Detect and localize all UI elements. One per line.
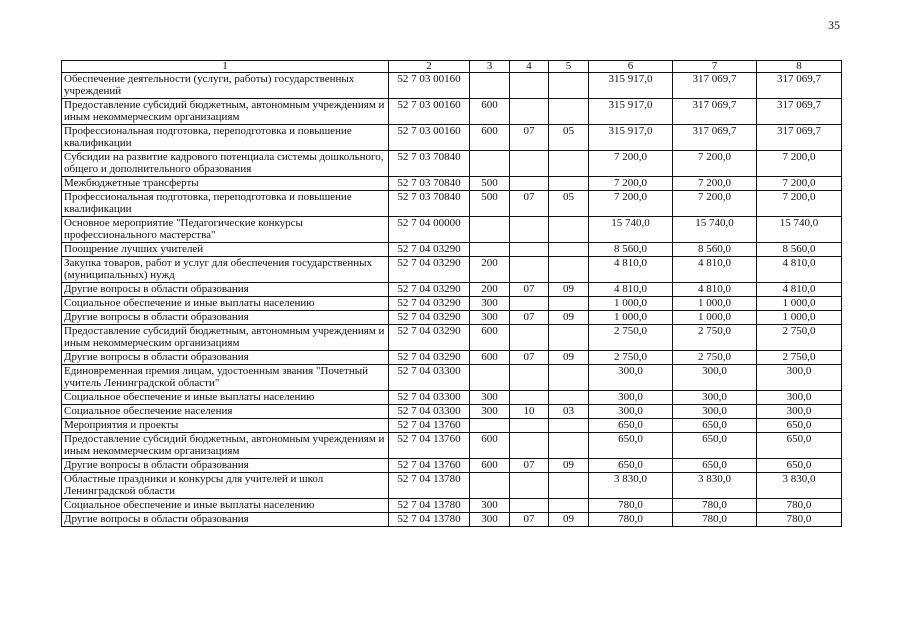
row-pr-cell: 09 <box>549 283 589 297</box>
table-row <box>62 73 842 99</box>
row-pr-cell: 09 <box>549 351 589 365</box>
row-rz-cell: 07 <box>510 125 549 151</box>
table-row <box>62 391 842 405</box>
row-rz-cell: 07 <box>510 351 549 365</box>
row-pr-cell: 05 <box>549 125 589 151</box>
row-rz-cell <box>510 217 549 243</box>
row-amount-6-cell: 1 000,0 <box>589 297 673 311</box>
row-amount-6-cell: 7 200,0 <box>589 151 673 177</box>
row-amount-6-cell: 7 200,0 <box>589 177 673 191</box>
table-row <box>62 177 842 191</box>
row-amount-7-cell: 4 810,0 <box>673 257 757 283</box>
column-header: 6 <box>589 61 673 73</box>
row-pr-cell <box>549 217 589 243</box>
row-amount-8-cell: 4 810,0 <box>757 283 842 297</box>
row-vr-cell: 200 <box>470 283 510 297</box>
row-code-cell: 52 7 04 03290 <box>389 243 470 257</box>
row-rz-cell <box>510 391 549 405</box>
row-amount-7-cell: 8 560,0 <box>673 243 757 257</box>
row-amount-6-cell: 780,0 <box>589 499 673 513</box>
row-amount-8-cell: 8 560,0 <box>757 243 842 257</box>
row-amount-8-cell: 2 750,0 <box>757 351 842 365</box>
row-amount-6-cell: 15 740,0 <box>589 217 673 243</box>
row-code-cell: 52 7 04 13780 <box>389 499 470 513</box>
table-row <box>62 125 842 151</box>
row-name-cell: Единовременная премия лицам, удостоенным звания "Почетный учитель Ленинградской области" <box>62 365 389 391</box>
row-name-cell: Другие вопросы в области образования <box>62 283 389 297</box>
row-vr-cell: 500 <box>470 177 510 191</box>
row-name-cell: Социальное обеспечение и иные выплаты населению <box>62 297 389 311</box>
row-code-cell: 52 7 04 13760 <box>389 419 470 433</box>
row-pr-cell <box>549 297 589 311</box>
row-code-cell: 52 7 03 70840 <box>389 177 470 191</box>
row-code-cell: 52 7 04 03290 <box>389 325 470 351</box>
row-pr-cell: 09 <box>549 311 589 325</box>
row-vr-cell: 600 <box>470 459 510 473</box>
row-name-cell: Социальное обеспечение населения <box>62 405 389 419</box>
column-header: 8 <box>757 61 842 73</box>
row-amount-6-cell: 300,0 <box>589 405 673 419</box>
row-vr-cell <box>470 73 510 99</box>
column-header: 2 <box>389 61 470 73</box>
row-amount-8-cell: 317 069,7 <box>757 99 842 125</box>
row-amount-8-cell: 300,0 <box>757 391 842 405</box>
row-name-cell: Межбюджетные трансферты <box>62 177 389 191</box>
row-pr-cell <box>549 325 589 351</box>
row-amount-6-cell: 315 917,0 <box>589 73 673 99</box>
row-code-cell: 52 7 03 00160 <box>389 125 470 151</box>
row-code-cell: 52 7 04 03290 <box>389 297 470 311</box>
row-rz-cell: 10 <box>510 405 549 419</box>
row-rz-cell: 07 <box>510 513 549 527</box>
table-row <box>62 325 842 351</box>
row-rz-cell <box>510 473 549 499</box>
row-rz-cell <box>510 99 549 125</box>
row-vr-cell: 300 <box>470 391 510 405</box>
table-row <box>62 365 842 391</box>
row-amount-7-cell: 7 200,0 <box>673 191 757 217</box>
row-amount-6-cell: 7 200,0 <box>589 191 673 217</box>
row-name-cell: Предоставление субсидий бюджетным, автономным учреждениям и иным некоммерческим организациям <box>62 325 389 351</box>
row-name-cell: Профессиональная подготовка, переподготовка и повышение квалификации <box>62 125 389 151</box>
row-name-cell: Социальное обеспечение и иные выплаты населению <box>62 499 389 513</box>
row-name-cell: Предоставление субсидий бюджетным, автономным учреждениям и иным некоммерческим организациям <box>62 99 389 125</box>
row-amount-8-cell: 300,0 <box>757 405 842 419</box>
row-amount-7-cell: 300,0 <box>673 365 757 391</box>
row-amount-7-cell: 15 740,0 <box>673 217 757 243</box>
row-amount-6-cell: 650,0 <box>589 419 673 433</box>
row-amount-6-cell: 780,0 <box>589 513 673 527</box>
row-vr-cell <box>470 151 510 177</box>
row-rz-cell <box>510 433 549 459</box>
row-pr-cell: 09 <box>549 513 589 527</box>
row-vr-cell: 300 <box>470 405 510 419</box>
row-amount-6-cell: 2 750,0 <box>589 325 673 351</box>
row-amount-8-cell: 7 200,0 <box>757 151 842 177</box>
row-name-cell: Другие вопросы в области образования <box>62 351 389 365</box>
row-amount-7-cell: 2 750,0 <box>673 351 757 365</box>
table-body <box>62 73 842 527</box>
budget-table <box>61 60 842 527</box>
row-rz-cell: 07 <box>510 311 549 325</box>
row-pr-cell <box>549 365 589 391</box>
row-rz-cell <box>510 151 549 177</box>
row-amount-6-cell: 300,0 <box>589 365 673 391</box>
table-row <box>62 151 842 177</box>
column-header: 7 <box>673 61 757 73</box>
row-code-cell: 52 7 03 70840 <box>389 191 470 217</box>
row-amount-8-cell: 317 069,7 <box>757 125 842 151</box>
row-amount-8-cell: 650,0 <box>757 459 842 473</box>
row-amount-7-cell: 317 069,7 <box>673 99 757 125</box>
row-vr-cell: 500 <box>470 191 510 217</box>
row-vr-cell: 300 <box>470 513 510 527</box>
row-code-cell: 52 7 04 03300 <box>389 391 470 405</box>
row-code-cell: 52 7 04 00000 <box>389 217 470 243</box>
row-vr-cell <box>470 419 510 433</box>
row-amount-6-cell: 8 560,0 <box>589 243 673 257</box>
row-vr-cell: 300 <box>470 297 510 311</box>
row-pr-cell <box>549 433 589 459</box>
row-amount-6-cell: 650,0 <box>589 459 673 473</box>
column-header: 3 <box>470 61 510 73</box>
row-amount-7-cell: 7 200,0 <box>673 151 757 177</box>
row-amount-7-cell: 300,0 <box>673 405 757 419</box>
row-code-cell: 52 7 04 03290 <box>389 283 470 297</box>
row-code-cell: 52 7 03 00160 <box>389 73 470 99</box>
row-pr-cell <box>549 473 589 499</box>
row-amount-8-cell: 650,0 <box>757 419 842 433</box>
table-row <box>62 513 842 527</box>
row-amount-6-cell: 300,0 <box>589 391 673 405</box>
row-amount-6-cell: 4 810,0 <box>589 283 673 297</box>
row-amount-8-cell: 780,0 <box>757 513 842 527</box>
row-vr-cell <box>470 217 510 243</box>
row-rz-cell: 07 <box>510 459 549 473</box>
row-rz-cell: 07 <box>510 191 549 217</box>
row-name-cell: Социальное обеспечение и иные выплаты населению <box>62 391 389 405</box>
row-pr-cell: 09 <box>549 459 589 473</box>
row-code-cell: 52 7 04 03300 <box>389 405 470 419</box>
row-amount-6-cell: 4 810,0 <box>589 257 673 283</box>
row-vr-cell: 600 <box>470 351 510 365</box>
row-name-cell: Профессиональная подготовка, переподготовка и повышение квалификации <box>62 191 389 217</box>
row-rz-cell <box>510 243 549 257</box>
row-rz-cell <box>510 257 549 283</box>
row-name-cell: Основное мероприятие "Педагогические конкурсы профессионального мастерства" <box>62 217 389 243</box>
row-amount-8-cell: 1 000,0 <box>757 297 842 311</box>
row-amount-7-cell: 650,0 <box>673 459 757 473</box>
table-row <box>62 297 842 311</box>
column-header: 1 <box>62 61 389 73</box>
row-pr-cell <box>549 257 589 283</box>
table-row <box>62 99 842 125</box>
row-pr-cell <box>549 73 589 99</box>
row-name-cell: Обеспечение деятельности (услуги, работы) государственных учреждений <box>62 73 389 99</box>
row-amount-6-cell: 3 830,0 <box>589 473 673 499</box>
row-vr-cell: 300 <box>470 499 510 513</box>
table-row <box>62 419 842 433</box>
table-row <box>62 433 842 459</box>
row-amount-6-cell: 650,0 <box>589 433 673 459</box>
row-pr-cell: 03 <box>549 405 589 419</box>
page-number: 35 <box>828 18 840 32</box>
row-pr-cell <box>549 177 589 191</box>
row-code-cell: 52 7 04 13760 <box>389 459 470 473</box>
row-vr-cell: 200 <box>470 257 510 283</box>
row-pr-cell: 05 <box>549 191 589 217</box>
row-amount-6-cell: 315 917,0 <box>589 125 673 151</box>
table-row <box>62 191 842 217</box>
row-name-cell: Мероприятия и проекты <box>62 419 389 433</box>
row-vr-cell: 600 <box>470 125 510 151</box>
row-name-cell: Другие вопросы в области образования <box>62 459 389 473</box>
row-code-cell: 52 7 04 13760 <box>389 433 470 459</box>
table-row <box>62 473 842 499</box>
row-rz-cell <box>510 419 549 433</box>
table-row <box>62 283 842 297</box>
row-amount-8-cell: 3 830,0 <box>757 473 842 499</box>
row-name-cell: Субсидии на развитие кадрового потенциала системы дошкольного, общего и дополнительного образования <box>62 151 389 177</box>
row-pr-cell <box>549 151 589 177</box>
table-row <box>62 351 842 365</box>
row-pr-cell <box>549 391 589 405</box>
row-amount-8-cell: 7 200,0 <box>757 177 842 191</box>
row-amount-6-cell: 1 000,0 <box>589 311 673 325</box>
row-name-cell: Областные праздники и конкурсы для учителей и школ Ленинградской области <box>62 473 389 499</box>
row-pr-cell <box>549 243 589 257</box>
row-code-cell: 52 7 03 70840 <box>389 151 470 177</box>
row-pr-cell <box>549 99 589 125</box>
table-row <box>62 405 842 419</box>
row-rz-cell <box>510 325 549 351</box>
row-name-cell: Другие вопросы в области образования <box>62 513 389 527</box>
row-pr-cell <box>549 499 589 513</box>
row-code-cell: 52 7 04 03290 <box>389 257 470 283</box>
row-code-cell: 52 7 04 13780 <box>389 473 470 499</box>
row-code-cell: 52 7 04 03300 <box>389 365 470 391</box>
table-row <box>62 311 842 325</box>
row-amount-7-cell: 317 069,7 <box>673 73 757 99</box>
row-amount-8-cell: 300,0 <box>757 365 842 391</box>
row-rz-cell <box>510 73 549 99</box>
row-code-cell: 52 7 04 13780 <box>389 513 470 527</box>
row-name-cell: Закупка товаров, работ и услуг для обеспечения государственных (муниципальных) нужд <box>62 257 389 283</box>
row-amount-7-cell: 2 750,0 <box>673 325 757 351</box>
column-header: 5 <box>549 61 589 73</box>
row-amount-7-cell: 650,0 <box>673 419 757 433</box>
row-amount-8-cell: 317 069,7 <box>757 73 842 99</box>
row-amount-7-cell: 3 830,0 <box>673 473 757 499</box>
row-amount-7-cell: 317 069,7 <box>673 125 757 151</box>
row-amount-7-cell: 4 810,0 <box>673 283 757 297</box>
row-vr-cell: 600 <box>470 99 510 125</box>
row-amount-8-cell: 650,0 <box>757 433 842 459</box>
row-vr-cell <box>470 243 510 257</box>
row-name-cell: Другие вопросы в области образования <box>62 311 389 325</box>
row-vr-cell: 600 <box>470 433 510 459</box>
row-pr-cell <box>549 419 589 433</box>
table-row <box>62 243 842 257</box>
row-amount-6-cell: 2 750,0 <box>589 351 673 365</box>
row-rz-cell <box>510 499 549 513</box>
row-vr-cell <box>470 473 510 499</box>
row-amount-8-cell: 1 000,0 <box>757 311 842 325</box>
row-amount-8-cell: 2 750,0 <box>757 325 842 351</box>
row-vr-cell: 600 <box>470 325 510 351</box>
row-amount-8-cell: 15 740,0 <box>757 217 842 243</box>
row-amount-7-cell: 1 000,0 <box>673 311 757 325</box>
row-amount-7-cell: 7 200,0 <box>673 177 757 191</box>
row-amount-7-cell: 300,0 <box>673 391 757 405</box>
table-row <box>62 257 842 283</box>
column-header: 4 <box>510 61 549 73</box>
row-rz-cell: 07 <box>510 283 549 297</box>
row-amount-8-cell: 780,0 <box>757 499 842 513</box>
row-rz-cell <box>510 177 549 191</box>
table-row <box>62 217 842 243</box>
row-amount-8-cell: 7 200,0 <box>757 191 842 217</box>
table-row <box>62 499 842 513</box>
row-amount-8-cell: 4 810,0 <box>757 257 842 283</box>
row-code-cell: 52 7 03 00160 <box>389 99 470 125</box>
row-vr-cell <box>470 365 510 391</box>
table-header-row <box>62 61 842 73</box>
row-code-cell: 52 7 04 03290 <box>389 311 470 325</box>
table-row <box>62 459 842 473</box>
row-name-cell: Поощрение лучших учителей <box>62 243 389 257</box>
row-code-cell: 52 7 04 03290 <box>389 351 470 365</box>
row-amount-7-cell: 650,0 <box>673 433 757 459</box>
row-rz-cell <box>510 297 549 311</box>
row-amount-7-cell: 780,0 <box>673 499 757 513</box>
row-amount-7-cell: 1 000,0 <box>673 297 757 311</box>
row-vr-cell: 300 <box>470 311 510 325</box>
row-rz-cell <box>510 365 549 391</box>
row-name-cell: Предоставление субсидий бюджетным, автономным учреждениям и иным некоммерческим организациям <box>62 433 389 459</box>
row-amount-7-cell: 780,0 <box>673 513 757 527</box>
row-amount-6-cell: 315 917,0 <box>589 99 673 125</box>
